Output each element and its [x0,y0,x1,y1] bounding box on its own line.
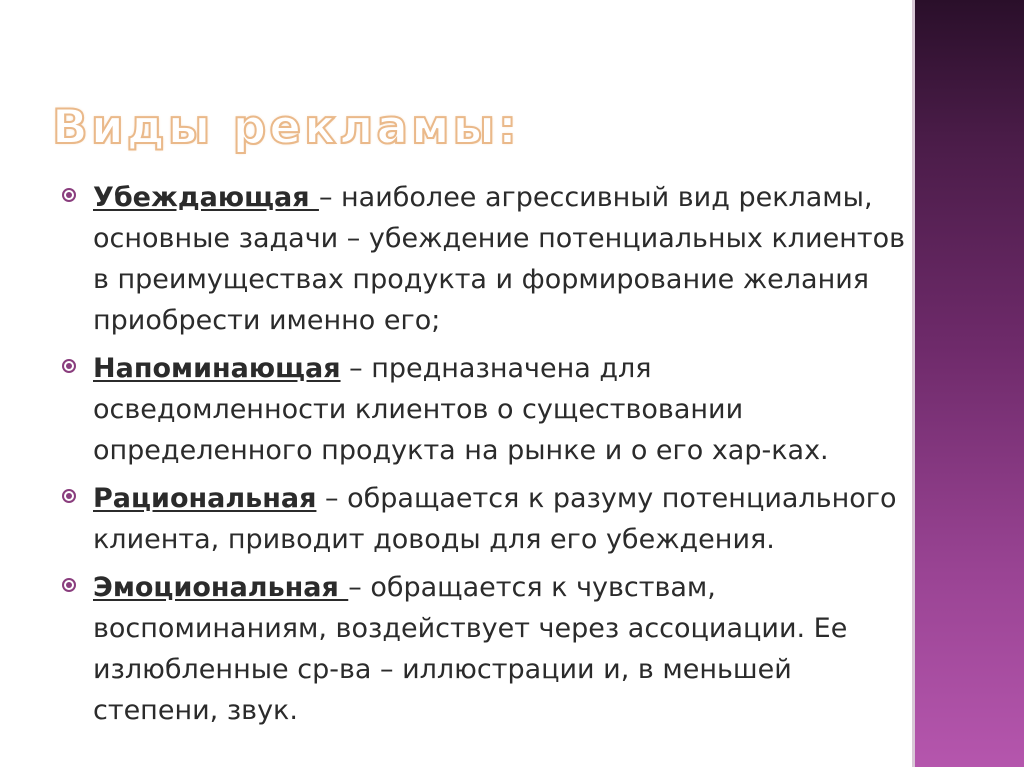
list-item [62,567,912,731]
circle-bullet-icon [62,188,76,202]
item-term: Рациональная [93,483,317,514]
slide-title: Виды рекламы: [52,100,520,155]
list-item [62,177,912,341]
circle-bullet-icon [62,359,76,373]
decorative-sidebar [915,0,1024,767]
item-term: Убеждающая [93,182,319,213]
bullet-list [62,177,912,738]
item-description: – обращается к разуму потенциального клиента, приводит доводы для его убеждения. [93,483,897,555]
list-item [62,348,912,471]
list-item [62,478,912,560]
circle-bullet-icon [62,578,76,592]
item-description: – обращается к чувствам, воспоминаниям, воздействует через ассоциации. Ее излюбленные ср-ва – иллюстрации и, в меньшей степени, звук. [93,572,848,726]
item-term: Напоминающая [93,353,341,384]
item-term: Эмоциональная [93,572,349,603]
item-description: – предназначена для осведомленности клиентов о существовании определенного продукта на рынке и о его хар-ках. [93,353,829,466]
item-description: – наиболее агрессивный вид рекламы, основные задачи – убеждение потенциальных клиентов в преимуществах продукта и формирование желания приобрести именно его; [93,182,906,336]
circle-bullet-icon [62,489,76,503]
